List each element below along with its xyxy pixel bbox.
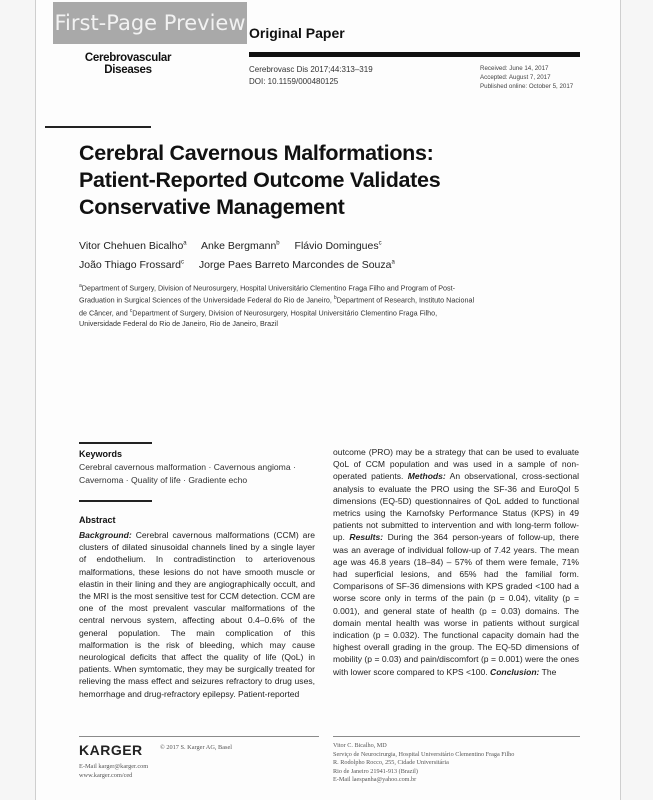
conclusion-label: Conclusion: — [490, 666, 540, 677]
keywords-text: Cerebral cavernous malformation · Cavernous angioma · Cavernoma · Quality of life · Gradiente echo — [79, 462, 296, 485]
title-rule — [45, 126, 151, 128]
journal-logo-line: Cerebrovascular — [84, 52, 172, 64]
publisher-contact — [79, 763, 148, 780]
keywords-heading: Keywords — [79, 449, 123, 459]
citation: Cerebrovasc Dis 2017;44:313–319 — [249, 65, 373, 74]
published-date: Published online: October 5, 2017 — [480, 83, 574, 90]
background-label: Background: — [79, 530, 132, 540]
accepted-date: Accepted: August 7, 2017 — [480, 74, 551, 81]
correspondence-email[interactable]: E-Mail laespanha@yahoo.com.br — [333, 776, 417, 783]
first-page-preview-banner: First-Page Preview — [53, 2, 247, 44]
correspondence — [333, 742, 514, 785]
footer-rule-left — [79, 736, 319, 737]
doi[interactable]: DOI: 10.1159/000480125 — [249, 77, 339, 86]
methods-label: Methods: — [407, 471, 446, 482]
publisher-email[interactable]: E-Mail karger@karger.com — [79, 763, 149, 770]
title-line: Cerebral Cavernous Malformations: — [79, 141, 434, 165]
author[interactable]: Vitor Chehuen Bicalho$^a$ — [79, 239, 187, 252]
affiliations: $^a$Department of Surgery, Division of Neurosurgery, Hospital Universitário Clementino Fraga Filho and Program of Post-Graduation in Surgical Sciences of the Universidade Federal do Rio de Janeiro, $^b$Department of Research, Instituto Nacional de Câncer, and $^c$Department of Surgery, Division of Neurosurgery, Hospital Universitário Clementino Fraga Filho, Universidade Federal do Rio de Janeiro, Rio de Janeiro, Brazil — [79, 283, 475, 329]
correspondence-line: Vitor C. Bicalho, MD — [333, 742, 387, 749]
results-label: Results: — [349, 532, 384, 543]
title-line: Conservative Management — [79, 195, 345, 219]
publisher-website[interactable]: www.karger.com/ced — [79, 771, 133, 779]
footer-rule-right — [333, 736, 580, 737]
abstract-column-right: outcome (PRO) may be a strategy that can be used to evaluate QoL of CCM population and was used in a sample of non-operated patients. Methods: An observational, cross-sectional analysis to evaluate the PRO using the SF-36 and EuroQol 5 dimensions (EQ-5D) questionnaires of QoL added to functional metrics using the Karnofsky Performance Status (KPS) in 49 patients not submitted to intervention and with long-term follow-up. Results: During the 364 person-years of follow-up, there was an average of individual follow-up of 7.42 years. The mean age was 46.8 years (18–84) – 57% of them were female, 71% had superficial lesions, and 65% had the familial form. Comparisons of SF-36 dimensions with KPS graded <100 had a worse score only in terms of the pain (p = 0.04), vitality (p = 0.001), and general state of health (p = 0.03) domains. The domain mental health was worse in patients without surgical indication (p = 0.032). The functional capacity domain had the highest overall grading in the group. The EQ-5D dimensions of mobility (p = 0.03) and pain/discomfort (p = 0.001) were the ones with lower score compared to KPS <100. Conclusion: The — [333, 447, 579, 677]
author[interactable]: Jorge Paes Barreto Marcondes de Souza$^a$ — [198, 259, 395, 271]
citation-block — [249, 64, 373, 88]
title-line: Patient-Reported Outcome Validates — [79, 168, 441, 192]
abstract-rule — [79, 500, 152, 502]
abstract-column-left: Background: Cerebral cavernous malformations (CCM) are clusters of dilated sinusoidal channels lined by a single layer of endothelium. In contradistinction to arteriovenous malformations, these lesions do not have smooth muscle or elastin in their lining and they are angiographically occult, and the MRI is the most sensitive test for CCM detection. CCM are one of the most prevalent vascular malformations of the central nervous system, affecting about 0.4–0.6% of the general population. The main complication of this malformation is the risk of bleeding, which may cause neurological deficits that affect the quality of life (QoL) in patients. When symtomatic, they may be surgically treated for relieving the mass effect and seizures refractory to drug uses, hemorrhage and drug-refractory epilepsy. Patient-reported — [79, 530, 315, 699]
correspondence-line: R. Rodolpho Rocco, 255, Cidade Universitária — [333, 759, 449, 766]
correspondence-line: Serviço de Neurocirurgia, Hospital Universitário Clementino Fraga Filho — [333, 750, 515, 758]
paper-title — [79, 140, 539, 221]
author[interactable]: Flávio Domingues$^c$ — [294, 239, 382, 252]
karger-logo: KARGER — [79, 742, 143, 758]
dates-block — [480, 64, 573, 91]
author[interactable]: João Thiago Frossard$^c$ — [79, 259, 184, 271]
keywords-rule — [79, 442, 152, 444]
received-date: Received: June 14, 2017 — [480, 65, 549, 72]
correspondence-line: Rio de Janeiro 21941-913 (Brazil) — [333, 767, 418, 775]
journal-logo — [78, 52, 178, 76]
copyright: © 2017 S. Karger AG, Basel — [160, 744, 233, 751]
abstract-heading: Abstract — [79, 515, 116, 525]
article-type: Original Paper — [249, 25, 345, 41]
header-rule — [249, 52, 580, 57]
journal-logo-line: Diseases — [104, 64, 152, 76]
author-list — [79, 235, 499, 274]
author[interactable]: Anke Bergmann$^b$ — [200, 239, 280, 252]
